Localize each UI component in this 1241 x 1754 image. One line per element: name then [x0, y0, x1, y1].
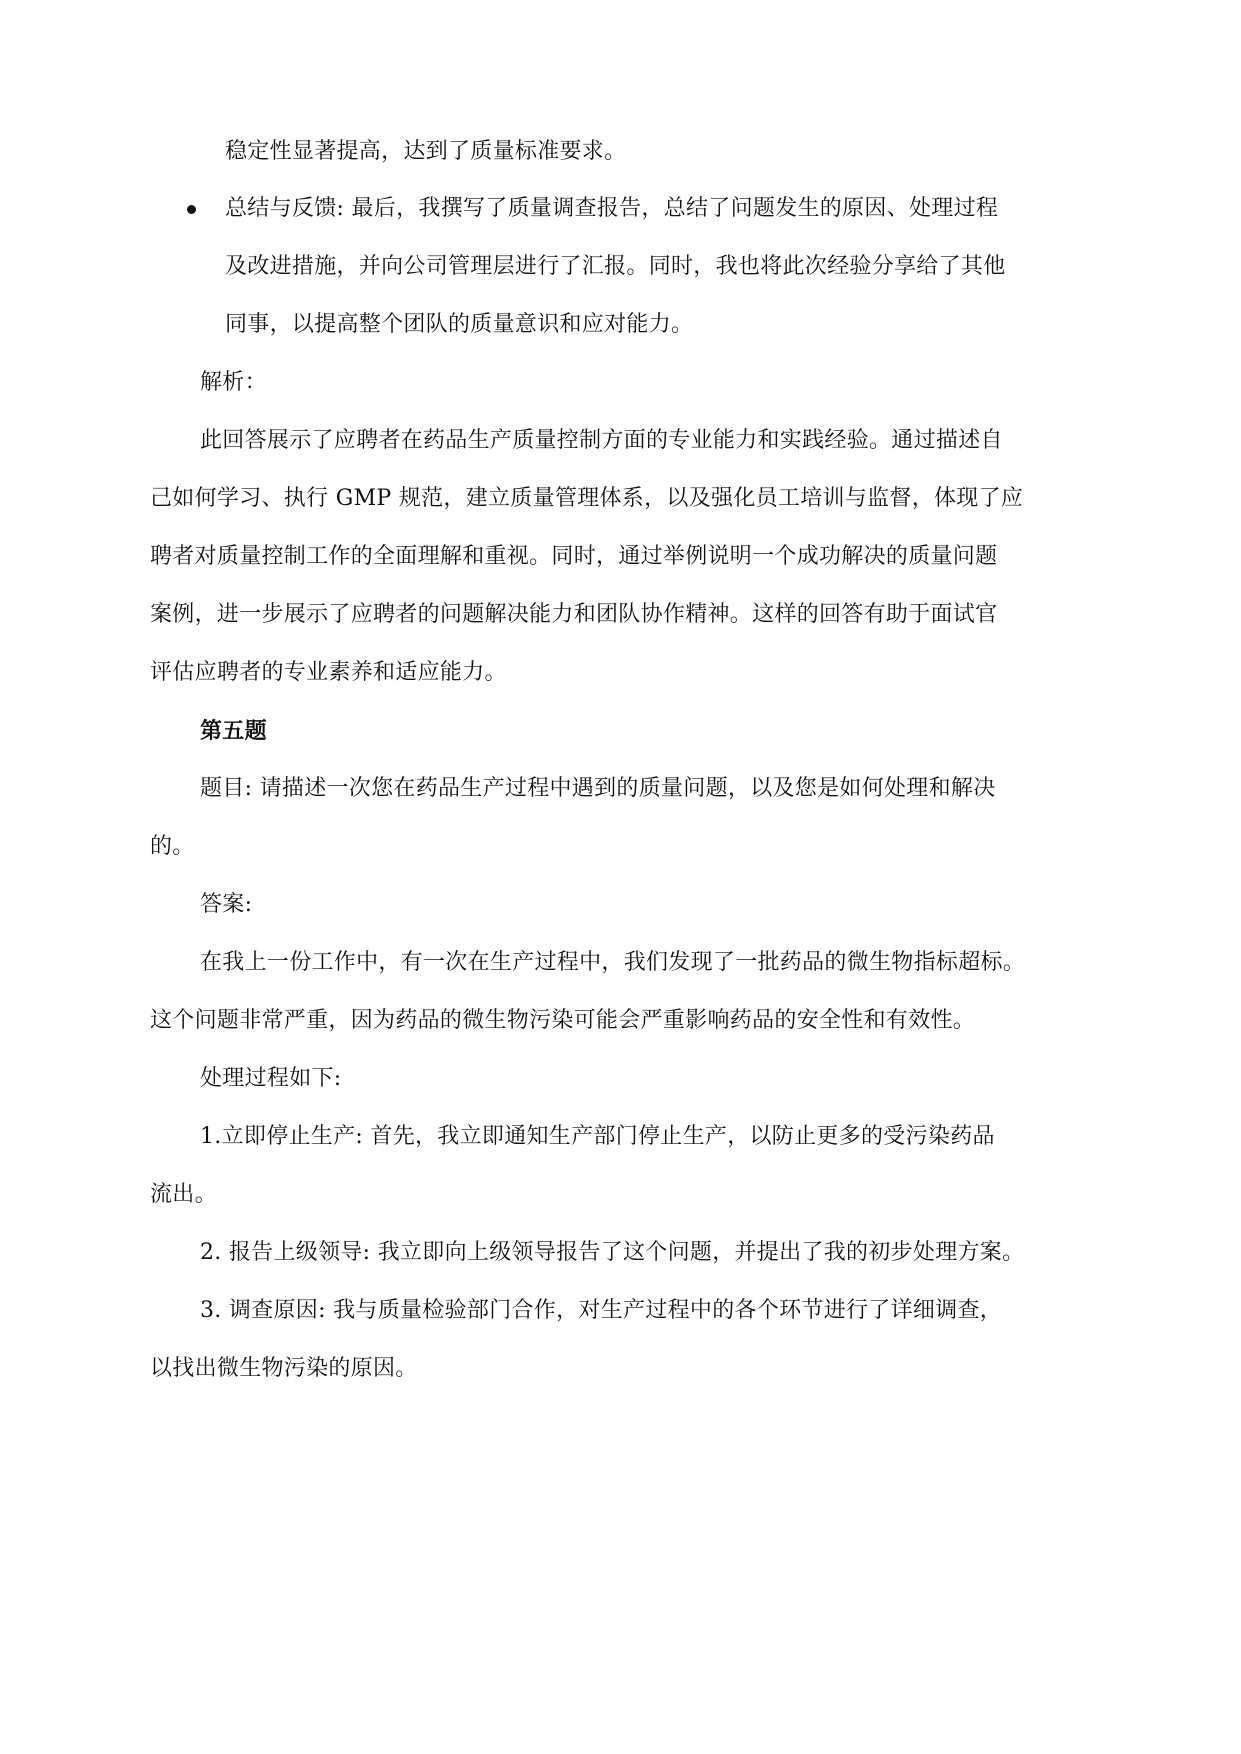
paragraph-line: 此回答展示了应聘者在药品生产质量控制方面的专业能力和实践经验。通过描述自: [200, 428, 1003, 453]
paragraph-line: 聘者对质量控制工作的全面理解和重视。同时，通过举例说明一个成功解决的质量问题: [150, 544, 998, 569]
paragraph-line: 这个问题非常严重，因为药品的微生物污染可能会严重影响药品的安全性和有效性。: [150, 1008, 976, 1033]
text-line: 稳定性显著提高，达到了质量标准要求。: [225, 139, 627, 164]
bullet-item-line: 同事，以提高整个团队的质量意识和应对能力。: [225, 312, 694, 337]
paragraph-line: 评估应聘者的专业素养和适应能力。: [150, 660, 507, 685]
analysis-label: 解析：: [200, 370, 267, 395]
question-line: 的。: [150, 834, 195, 859]
bullet-item-line: 及改进措施，并向公司管理层进行了汇报。同时，我也将此次经验分享给了其他: [225, 254, 1006, 279]
step-line: 2. 报告上级领导: 我立即向上级领导报告了这个问题，并提出了我的初步处理方案。: [200, 1240, 1025, 1265]
bullet-dot-icon: [187, 205, 196, 214]
question-line: 题目: 请描述一次您在药品生产过程中遇到的质量问题，以及您是如何处理和解决: [200, 776, 996, 801]
step-line: 流出。: [150, 1182, 217, 1207]
paragraph-line: 在我上一份工作中，有一次在生产过程中，我们发现了一批药品的微生物指标超标。: [200, 950, 1026, 975]
process-label: 处理过程如下:: [200, 1066, 342, 1091]
paragraph-line: 己如何学习、执行 GMP 规范，建立质量管理体系，以及强化员工培训与监督，体现了应: [150, 486, 1024, 511]
step-line: 1.立即停止生产: 首先，我立即通知生产部门停止生产，以防止更多的受污染药品: [200, 1124, 995, 1149]
answer-label: 答案:: [200, 892, 253, 917]
step-line: 以找出微生物污染的原因。: [150, 1356, 418, 1381]
paragraph-line: 案例，进一步展示了应聘者的问题解决能力和团队协作精神。这样的回答有助于面试官: [150, 602, 998, 627]
step-line: 3. 调查原因: 我与质量检验部门合作，对生产过程中的各个环节进行了详细调查，: [200, 1298, 1003, 1323]
section-heading: 第五题: [200, 718, 267, 744]
bullet-item-line: 总结与反馈: 最后，我撰写了质量调查报告，总结了问题发生的原因、处理过程: [225, 196, 999, 221]
